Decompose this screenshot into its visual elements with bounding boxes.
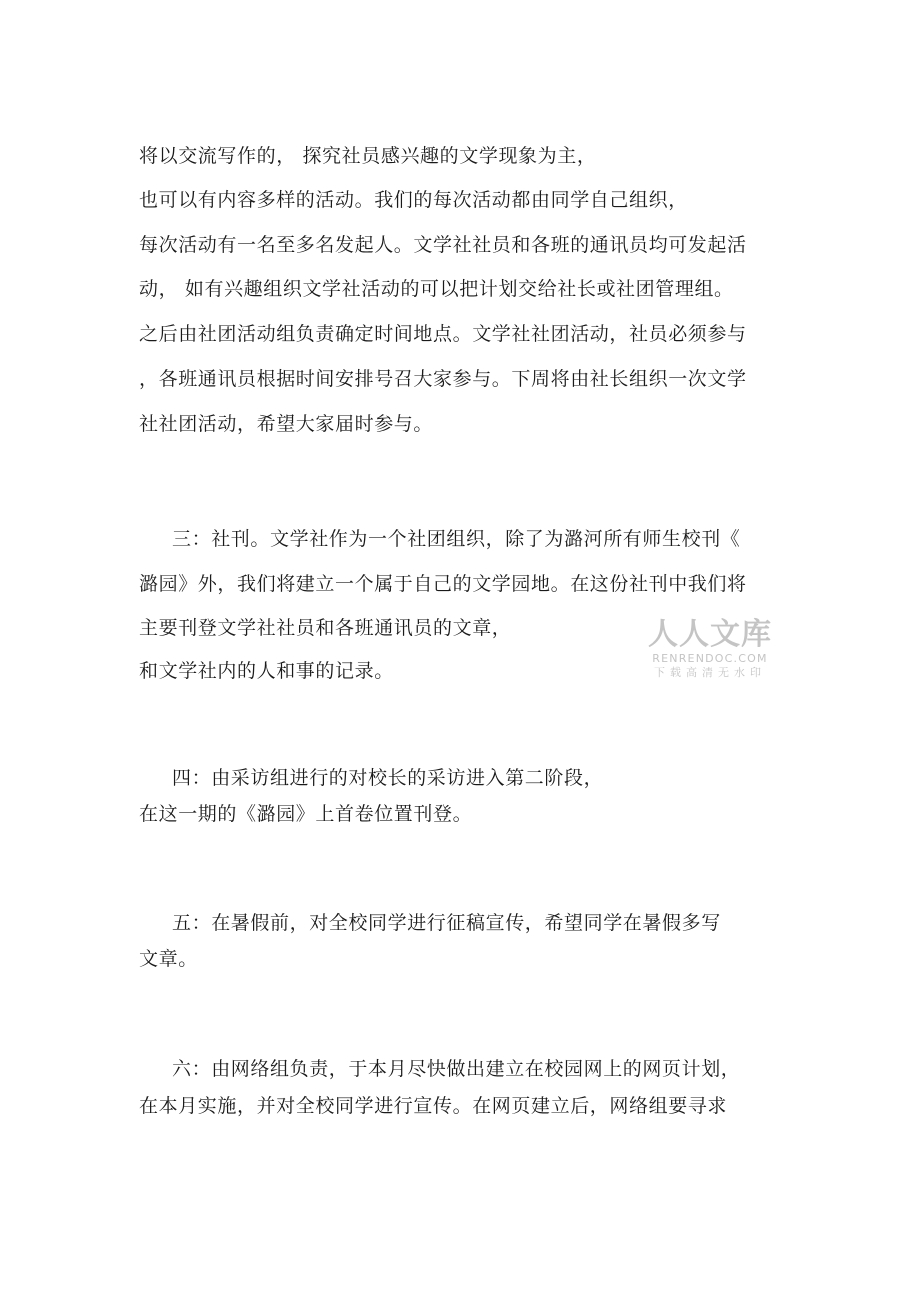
section-five-heading-line: 五：在暑假前，对全校同学进行征稿宣传，希望同学在暑假多写 xyxy=(172,912,721,934)
section-three-heading-line: 三：社刊。文学社作为一个社团组织，除了为潞河所有师生校刊《 xyxy=(172,528,741,550)
text-line: 文章。 xyxy=(139,948,198,970)
text-line: 和文学社内的人和事的记录。 xyxy=(139,660,394,682)
text-line: 主要刊登文学社社员和各班通讯员的文章， xyxy=(139,617,512,639)
section-four-heading-line: 四：由采访组进行的对校长的采访进入第二阶段， xyxy=(172,767,604,789)
text-line: 也可以有内容多样的活动。我们的每次活动都由同学自己组织， xyxy=(139,189,688,211)
text-line: 之后由社团活动组负责确定时间地点。文学社社团活动，社员必须参与 xyxy=(139,323,747,345)
text-line: 将以交流写作的， 探究社员感兴趣的文学现象为主， xyxy=(139,145,597,167)
text-line: 在这一期的《潞园》上首卷位置刊登。 xyxy=(139,803,473,825)
text-line: 动， 如有兴趣组织文学社活动的可以把计划交给社长或社团管理组。 xyxy=(139,278,734,300)
text-line: 每次活动有一名至多名发起人。文学社社员和各班的通讯员均可发起活 xyxy=(139,234,747,256)
watermark-url: RENRENDOC.COM xyxy=(652,652,768,665)
text-line: 潞园》外，我们将建立一个属于自己的文学园地。在这份社刊中我们将 xyxy=(139,573,747,595)
text-line: 社社团活动，希望大家届时参与。 xyxy=(139,413,434,435)
watermark-logo xyxy=(646,618,774,680)
text-line: 在本月实施，并对全校同学进行宣传。在网页建立后，网络组要寻求 xyxy=(139,1095,728,1117)
watermark-title: 人人文库 xyxy=(648,617,772,652)
section-six-heading-line: 六：由网络组负责，于本月尽快做出建立在校园网上的网页计划， xyxy=(172,1058,741,1080)
text-line: ，各班通讯员根据时间安排号召大家参与。下周将由社长组织一次文学 xyxy=(139,368,747,390)
watermark-subtitle: 下载高清无水印 xyxy=(654,666,766,679)
